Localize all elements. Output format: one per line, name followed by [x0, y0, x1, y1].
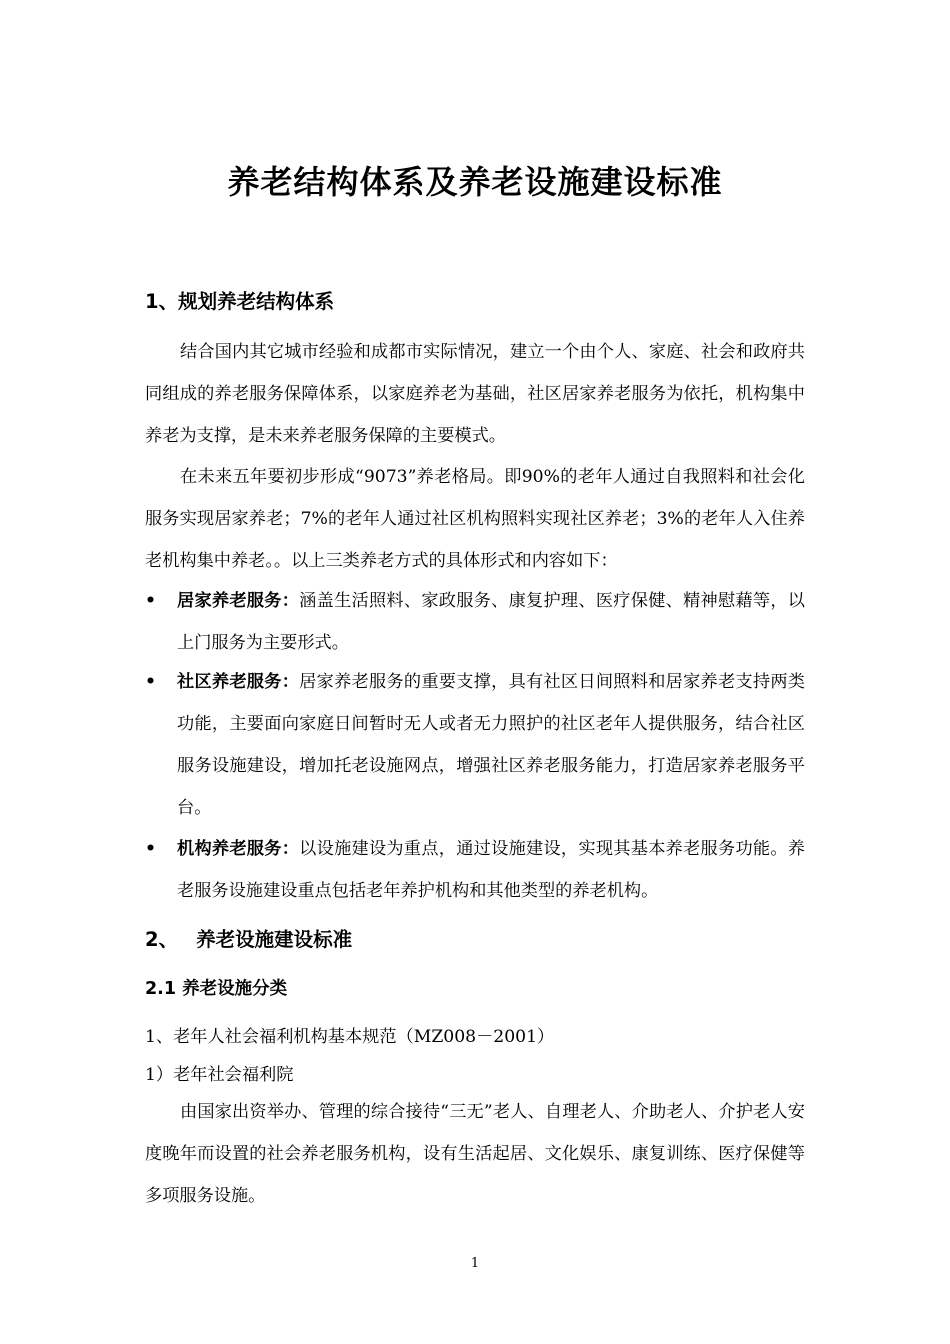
bullet-text: 涵盖生活照料、家政服务、康复护理、医疗保健、精神慰藉等，以上门服务为主要形式。	[177, 591, 805, 653]
section-2-paragraph: 由国家出资举办、管理的综合接待“三无”老人、自理老人、介助老人、介护老人安度晚年而设置的社会养老服务机构，设有生活起居、文化娱乐、康复训练、医疗保健等多项服务设施。	[145, 1102, 805, 1206]
section-2-title: 养老设施建设标准	[196, 928, 353, 951]
bullet-text: 以设施建设为重点，通过设施建设，实现其基本养老服务功能。养老服务设施建设重点包括老年养护机构和其他类型的养老机构。	[177, 839, 805, 901]
bullet-item-home-care	[145, 580, 805, 664]
bullet-item-institution-care	[145, 828, 805, 912]
bullet-lead: 居家养老服务：	[177, 591, 300, 611]
bullet-item-community-care	[145, 661, 805, 829]
list-item-welfare-home: 1）老年社会福利院	[145, 1065, 294, 1085]
bullet-icon: •	[145, 839, 156, 859]
subsection-2-1-heading: 2.1 养老设施分类	[145, 979, 288, 999]
section-1-heading: 1、规划养老结构体系	[145, 290, 335, 313]
bullet-icon: •	[145, 591, 156, 611]
section-1-paragraph-2: 在未来五年要初步形成“9073”养老格局。即90%的老年人通过自我照料和社会化服务实现居家养老；7%的老年人通过社区机构照料实现社区养老；3%的老年人入住养老机构集中养老。。以上三类养老方式的具体形式和内容如下：	[145, 467, 805, 571]
bullet-lead: 机构养老服务：	[177, 839, 300, 859]
bullet-text: 居家养老服务的重要支撑，具有社区日间照料和居家养老支持两类功能，主要面向家庭日间暂时无人或者无力照护的社区老年人提供服务，结合社区服务设施建设，增加托老设施网点，增强社区养老服务能力，打造居家养老服务平台。	[177, 672, 805, 818]
bullet-icon: •	[145, 672, 156, 692]
section-2-heading	[145, 926, 352, 954]
list-item-standard: 1、老年人社会福利机构基本规范（MZ008－2001）	[145, 1027, 555, 1047]
page-number: 1	[470, 1256, 480, 1271]
section-1-paragraph-1: 结合国内其它城市经验和成都市实际情况，建立一个由个人、家庭、社会和政府共同组成的养老服务保障体系，以家庭养老为基础，社区居家养老服务为依托，机构集中养老为支撑，是未来养老服务保障的主要模式。	[145, 342, 805, 446]
section-2-number: 2、	[145, 928, 179, 951]
bullet-lead: 社区养老服务：	[177, 672, 300, 692]
document-title: 养老结构体系及养老设施建设标准	[227, 163, 723, 201]
